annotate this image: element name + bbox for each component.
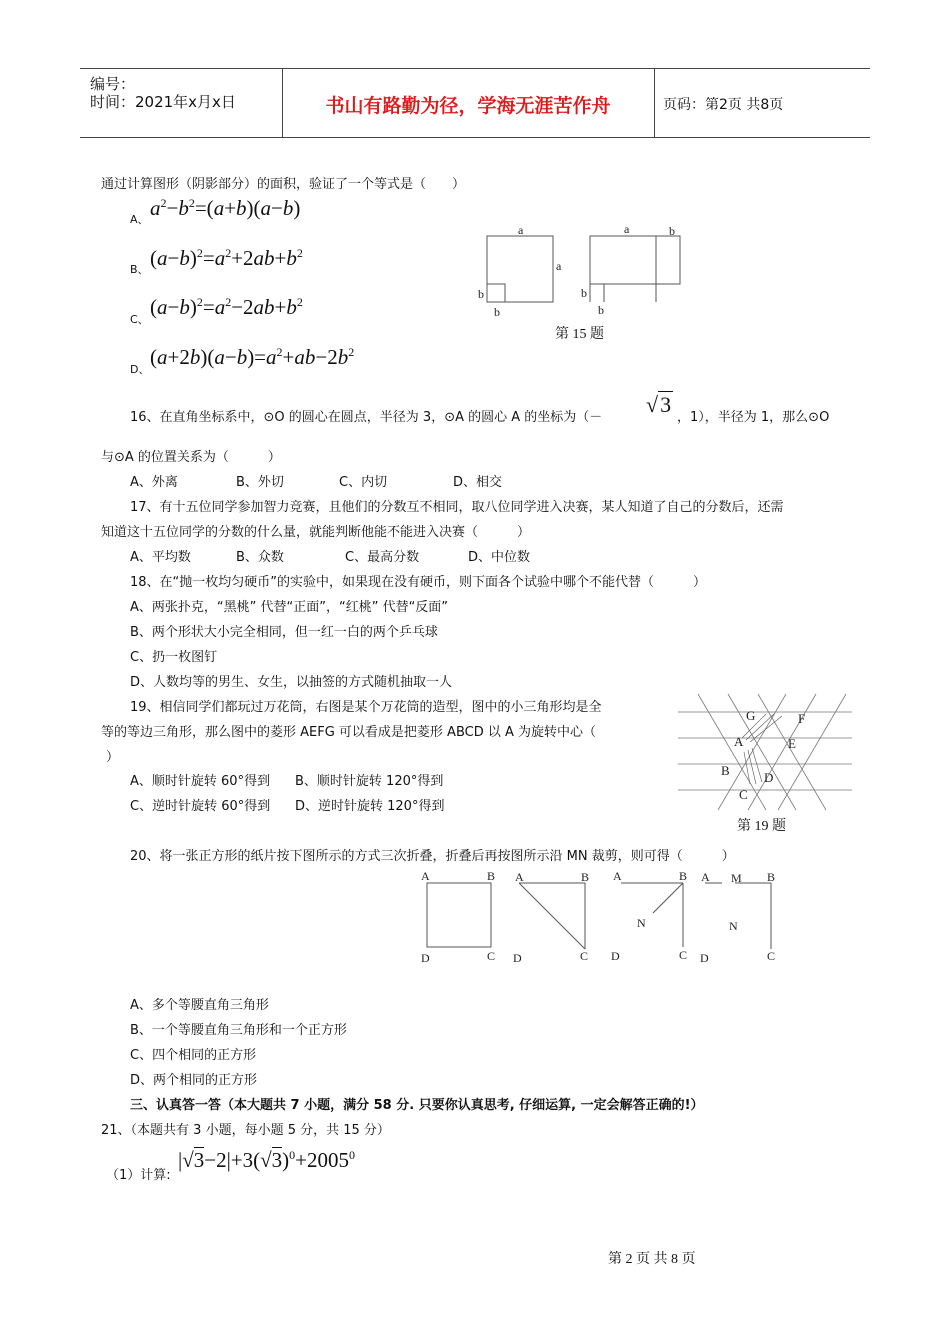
q19-label-d: D — [764, 770, 774, 785]
q16-sqrt: √3 — [646, 392, 672, 417]
q19-label-a: A — [734, 734, 744, 749]
q17-option-d: D、中位数 — [468, 550, 531, 565]
q20-fig3-b: B — [679, 869, 688, 883]
q17-option-b: B、众数 — [236, 550, 284, 565]
q15-option-a-label: A、 — [130, 213, 149, 226]
q15-label-b-bottom: b — [494, 305, 500, 318]
q20-fig1-d: D — [421, 951, 430, 965]
q17-line1: 17、有十五位同学参加智力竞赛，且他们的分数互不相同，取八位同学进入决赛，某人知道了自己的分数后，还需 — [130, 500, 784, 515]
q20-fig3-d: D — [611, 949, 620, 963]
q20-option-d: D、两个相同的正方形 — [130, 1073, 258, 1088]
q19-line2: 等的等边三角形，那么图中的菱形 AEFG 可以看成是把菱形 ABCD 以 A 为旋转中心（ — [101, 725, 597, 740]
q20-fig1-c: C — [487, 949, 496, 963]
q18-option-a: A、两张扑克，“黑桃” 代替“正面”，“红桃” 代替“反面” — [130, 600, 449, 615]
q15-option-b-formula: $(a-b)^2=a^2+2ab+b^2$ — [150, 246, 303, 270]
q15-option-a-formula: $a^2-b^2=(a+b)(a-b)$ — [150, 196, 301, 220]
q20-fig4-b: B — [767, 870, 776, 884]
q21-sub1-formula: $|√3-2|+3(√3)^0+2005^0$ — [178, 1148, 355, 1172]
q20-fig4-d: D — [700, 951, 709, 965]
q15-label-b-side: b — [581, 286, 587, 300]
q15-option-d-label: D、 — [130, 363, 150, 376]
q20-fig3-c: C — [679, 948, 688, 962]
q20-fig4-m: M — [731, 871, 742, 885]
q15-fig-caption: 第 15 题 — [555, 327, 604, 342]
q15-big-square — [487, 236, 553, 302]
q20-fig3-n: N — [637, 916, 646, 930]
q19-line3: ） — [106, 750, 120, 765]
q21-stem: 21、（本题共有 3 小题，每小题 5 分，共 15 分） — [101, 1123, 390, 1138]
q19-option-a: A、顺时针旋转 60°得到 — [130, 774, 271, 789]
q15-label-a-right: a — [624, 222, 630, 236]
q16-line1-b: ，1），半径为 1，那么⊙O — [677, 410, 830, 425]
q20-fig2-a: A — [515, 870, 524, 884]
q20-fig2-d: D — [513, 951, 522, 965]
q20-step1-square — [427, 883, 491, 947]
q15-label-a-side: a — [556, 259, 562, 273]
q15-label-b-under: b — [598, 303, 604, 317]
number-label: 编号： — [90, 75, 136, 93]
q16-line1-a: 16、在直角坐标系中，⊙O 的圆心在圆点，半径为 3，⊙A 的圆心 A 的坐标为（－ — [130, 410, 603, 425]
header-motto-cell — [282, 69, 655, 137]
q19-figure — [676, 692, 854, 814]
motto: 书山有路勤为径，学海无涯苦作舟 — [325, 95, 611, 117]
q20-fig1-a: A — [421, 869, 430, 883]
q20-fig2-b: B — [581, 870, 590, 884]
q18-stem: 18、在“抛一枚均匀硬币”的实验中，如果现在没有硬币，则下面各个试验中哪个不能代替（ ） — [130, 575, 707, 590]
q16-option-d: D、相交 — [453, 475, 503, 490]
q19-label-b: B — [721, 763, 730, 778]
q16-sqrt-value: 3 — [660, 392, 672, 417]
q19-label-c: C — [739, 787, 748, 802]
q19-fig-caption: 第 19 题 — [737, 819, 786, 834]
page-code: 页码：第2页 共8页 — [663, 97, 784, 113]
section3-title: 三、认真答一答（本大题共 7 小题，满分 58 分. 只要你认真思考, 仔细运算, 一定会解答正确的!） — [130, 1098, 704, 1113]
q18-option-d: D、人数均等的男生、女生，以抽签的方式随机抽取一人 — [130, 675, 453, 690]
q19-option-b: B、顺时针旋转 120°得到 — [295, 774, 444, 789]
q16-option-b: B、外切 — [236, 475, 284, 490]
q20-option-b: B、一个等腰直角三角形和一个正方形 — [130, 1023, 347, 1038]
q18-option-b: B、两个形状大小完全相同，但一红一白的两个乒乓球 — [130, 625, 438, 640]
time-label: 时间：2021年x月x日 — [90, 93, 236, 111]
q20-fig4-c: C — [767, 949, 776, 963]
q19-label-f: F — [798, 711, 806, 726]
q20-fig3-a: A — [613, 869, 622, 883]
q17-option-a: A、平均数 — [130, 550, 191, 565]
q19-option-d: D、逆时针旋转 120°得到 — [295, 799, 445, 814]
page-footer: 第 2 页 共 8 页 — [608, 1252, 696, 1267]
page-header — [80, 68, 870, 138]
q15-label-b-top: b — [669, 224, 675, 238]
q17-line2: 知道这十五位同学的分数的什么量，就能判断他能不能进入决赛（ ） — [101, 525, 531, 540]
q19-option-c: C、逆时针旋转 60°得到 — [130, 799, 271, 814]
q16-option-c: C、内切 — [339, 475, 388, 490]
q16-line2: 与⊙A 的位置关系为（ ） — [101, 450, 281, 465]
q20-option-a: A、多个等腰直角三角形 — [130, 998, 269, 1013]
q15-figure — [470, 218, 690, 318]
q15-option-c-formula: $(a-b)^2=a^2-2ab+b^2$ — [150, 295, 303, 319]
q15-option-d-formula: $(a+2b)(a-b)=a^2+ab-2b^2$ — [150, 345, 355, 369]
q16-option-a: A、外离 — [130, 475, 178, 490]
q15-rectangle — [590, 236, 680, 284]
q19-label-e: E — [788, 736, 796, 751]
q19-label-g: G — [746, 708, 756, 723]
q20-fig4-n: N — [729, 919, 738, 933]
q17-option-c: C、最高分数 — [345, 550, 420, 565]
header-page-cell — [655, 69, 870, 137]
q20-figure — [415, 866, 785, 966]
q15-label-b-left: b — [478, 287, 484, 301]
q15-label-a-top: a — [518, 223, 524, 237]
q21-sub1-label: （1）计算: — [106, 1168, 171, 1183]
q15-stem: 通过计算图形（阴影部分）的面积，验证了一个等式是（ ） — [101, 177, 466, 192]
q20-fig4-a: A — [701, 870, 710, 884]
q15-option-b-label: B、 — [130, 263, 149, 276]
q20-fig1-b: B — [487, 869, 496, 883]
q18-option-c: C、扔一枚图钉 — [130, 650, 218, 665]
q15-small-square — [487, 284, 505, 302]
q20-fig2-c: C — [580, 949, 589, 963]
q20-stem: 20、将一张正方形的纸片按下图所示的方式三次折叠，折叠后再按图所示沿 MN 裁剪，则可得（ ） — [130, 849, 735, 864]
q19-line1: 19、相信同学们都玩过万花筒，右图是某个万花筒的造型，图中的小三角形均是全 — [130, 700, 602, 715]
header-info-cell — [80, 69, 283, 137]
q15-option-c-label: C、 — [130, 313, 149, 326]
q20-option-c: C、四个相同的正方形 — [130, 1048, 257, 1063]
